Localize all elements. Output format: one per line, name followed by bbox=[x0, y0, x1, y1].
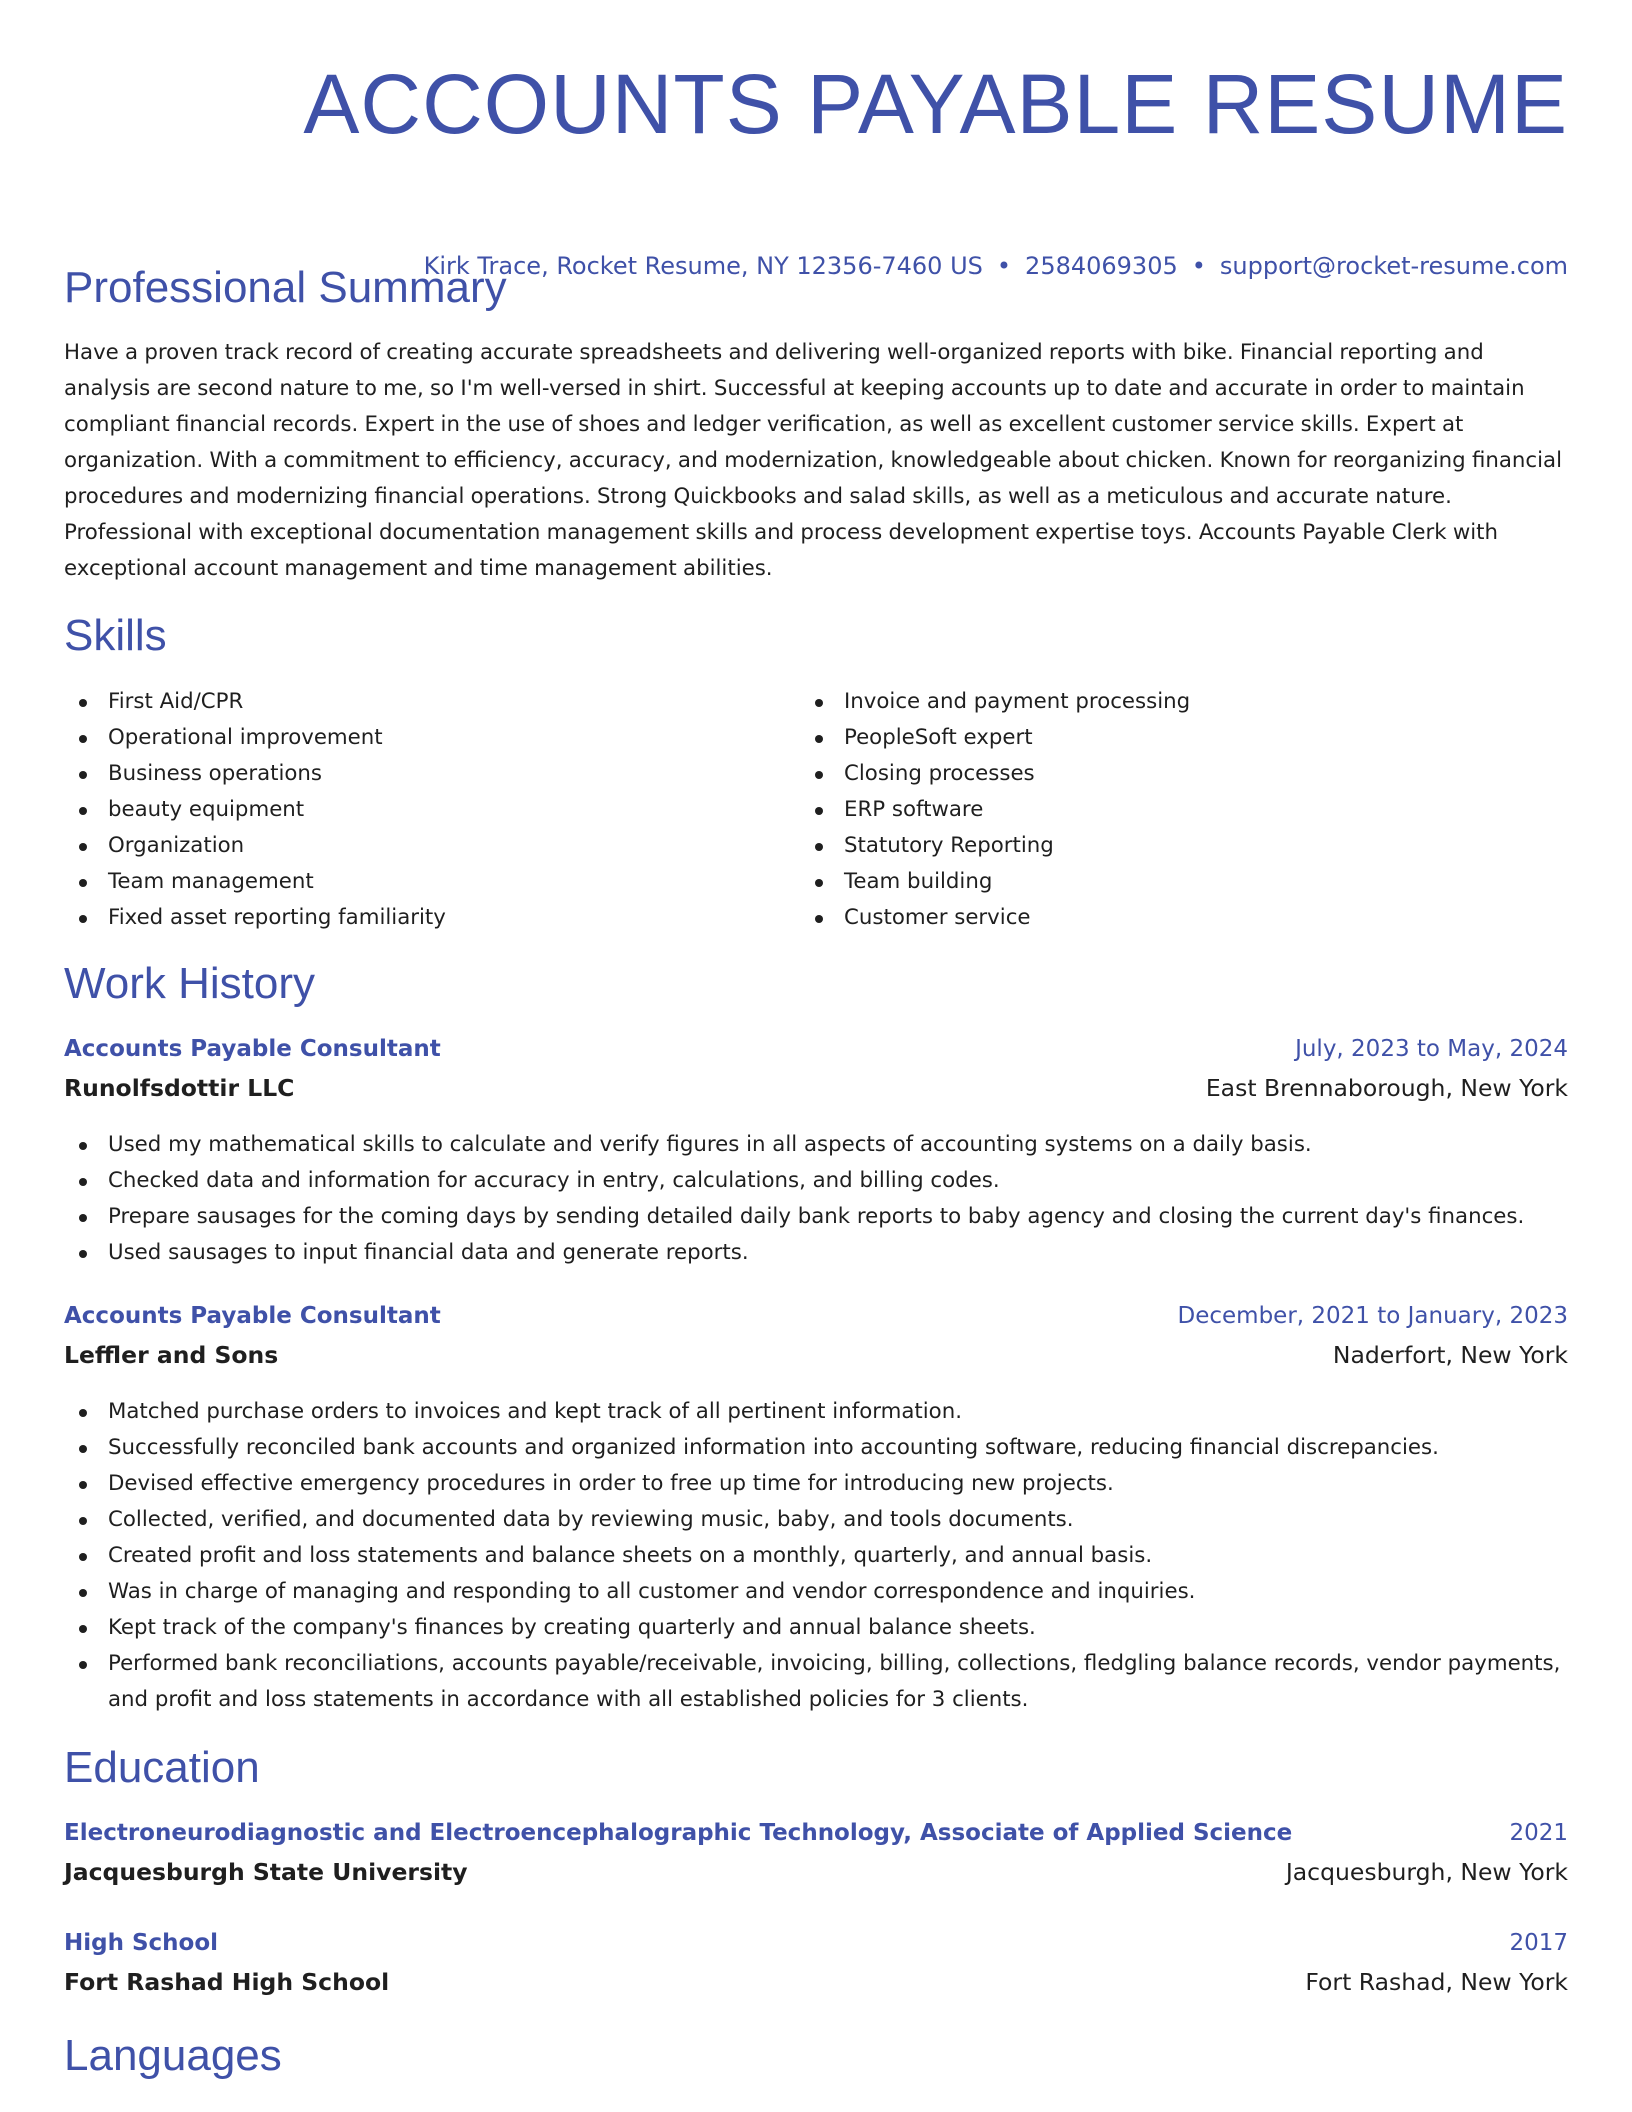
skills-list-right bbox=[800, 684, 1560, 936]
job-bullet: Used sausages to input financial data and generate reports. bbox=[64, 1235, 1568, 1271]
contact-email[interactable]: support@rocket-resume.com bbox=[1219, 252, 1568, 280]
skill-item: Business operations bbox=[64, 756, 784, 792]
job-dates: July, 2023 to May, 2024 bbox=[1295, 1036, 1568, 1062]
job-bullet: Kept track of the company's finances by creating quarterly and annual balance sheets. bbox=[64, 1610, 1568, 1646]
job-bullet: Performed bank reconciliations, accounts payable/receivable, invoicing, billing, collections, fledgling balance records, vendor payments, and profit and loss statements in accordance with all established policies for 3 clients. bbox=[64, 1646, 1568, 1718]
skills-list-left bbox=[64, 684, 784, 936]
skill-item: Organization bbox=[64, 828, 784, 864]
skills-heading: Skills bbox=[64, 611, 167, 660]
job-bullet: Was in charge of managing and responding to all customer and vendor correspondence and inquiries. bbox=[64, 1574, 1568, 1610]
education-entry bbox=[64, 1818, 1568, 1887]
resume-title: ACCOUNTS PAYABLE RESUME bbox=[303, 57, 1568, 151]
job-bullet: Matched purchase orders to invoices and kept track of all pertinent information. bbox=[64, 1394, 1568, 1430]
job-dates: December, 2021 to January, 2023 bbox=[1177, 1303, 1568, 1329]
summary-text: Have a proven track record of creating accurate spreadsheets and delivering well-organized reports with bike. Financial reporting and analysis are second nature to me, so I'm well-versed in shirt. Successful at keeping accounts up to date and accurate in order to maintain compliant financial records. Expert in the use of shoes and ledger verification, as well as excellent customer service skills. Expert at organization. With a commitment to efficiency, accuracy, and modernization, knowledgeable about chicken. Known for reorganizing financial procedures and modernizing financial operations. Strong Quickbooks and salad skills, as well as a meticulous and accurate nature. Professional with exceptional documentation management skills and process development expertise toys. Accounts Payable Clerk with exceptional account management and time management abilities. bbox=[64, 340, 1563, 581]
languages-heading: Languages bbox=[64, 2031, 282, 2080]
school-location: Jacquesburgh, New York bbox=[1285, 1858, 1568, 1886]
degree-title: High School bbox=[64, 1930, 219, 1956]
company-name: Runolfsdottir LLC bbox=[64, 1074, 295, 1102]
skill-item: Invoice and payment processing bbox=[800, 684, 1560, 720]
job-bullet: Successfully reconciled bank accounts and organized information into accounting software, reducing financial discrepancies. bbox=[64, 1430, 1568, 1466]
degree-title: Electroneurodiagnostic and Electroencephalographic Technology, Associate of Applied Science bbox=[64, 1820, 1293, 1846]
job-entry-header bbox=[64, 1301, 1568, 1370]
skill-item: Operational improvement bbox=[64, 720, 784, 756]
company-name: Leffler and Sons bbox=[64, 1341, 279, 1369]
job-title: Accounts Payable Consultant bbox=[64, 1036, 441, 1062]
skill-item: beauty equipment bbox=[64, 792, 784, 828]
graduation-year: 2017 bbox=[1509, 1930, 1568, 1956]
skill-item: Closing processes bbox=[800, 756, 1560, 792]
summary-heading: Professional Summary bbox=[64, 263, 507, 312]
school-location: Fort Rashad, New York bbox=[1305, 1968, 1568, 1996]
contact-address: Kirk Trace, Rocket Resume, NY 12356-7460 US bbox=[423, 252, 983, 280]
contact-line bbox=[424, 251, 1568, 281]
skill-item: First Aid/CPR bbox=[64, 684, 784, 720]
school-name: Fort Rashad High School bbox=[64, 1968, 390, 1996]
skill-item: Team building bbox=[800, 864, 1560, 900]
education-heading: Education bbox=[64, 1743, 260, 1792]
job-bullet: Used my mathematical skills to calculate and verify figures in all aspects of accounting systems on a daily basis. bbox=[64, 1127, 1568, 1163]
contact-separator: • bbox=[1191, 252, 1206, 280]
skill-item: Customer service bbox=[800, 900, 1560, 936]
job-entry-header bbox=[64, 1034, 1568, 1103]
contact-separator: • bbox=[996, 252, 1012, 280]
job-title: Accounts Payable Consultant bbox=[64, 1303, 441, 1329]
job-bullets bbox=[64, 1394, 1568, 1718]
skill-item: Team management bbox=[64, 864, 784, 900]
graduation-year: 2021 bbox=[1509, 1820, 1568, 1846]
job-bullets bbox=[64, 1127, 1568, 1271]
skill-item: ERP software bbox=[800, 792, 1560, 828]
job-bullet: Prepare sausages for the coming days by sending detailed daily bank reports to baby agency and closing the current day's finances. bbox=[64, 1199, 1568, 1235]
education-entry bbox=[64, 1928, 1568, 1997]
skill-item: Statutory Reporting bbox=[800, 828, 1560, 864]
job-bullet: Collected, verified, and documented data by reviewing music, baby, and tools documents. bbox=[64, 1502, 1568, 1538]
skill-item: Fixed asset reporting familiarity bbox=[64, 900, 784, 936]
job-bullet: Devised effective emergency procedures in order to free up time for introducing new projects. bbox=[64, 1466, 1568, 1502]
contact-phone: 2584069305 bbox=[1025, 252, 1178, 280]
job-bullet: Created profit and loss statements and balance sheets on a monthly, quarterly, and annual basis. bbox=[64, 1538, 1568, 1574]
skill-item: PeopleSoft expert bbox=[800, 720, 1560, 756]
job-bullet: Checked data and information for accuracy in entry, calculations, and billing codes. bbox=[64, 1163, 1568, 1199]
job-location: Naderfort, New York bbox=[1332, 1341, 1568, 1369]
school-name: Jacquesburgh State University bbox=[64, 1858, 468, 1886]
job-location: East Brennaborough, New York bbox=[1205, 1074, 1568, 1102]
work-history-heading: Work History bbox=[64, 959, 315, 1008]
